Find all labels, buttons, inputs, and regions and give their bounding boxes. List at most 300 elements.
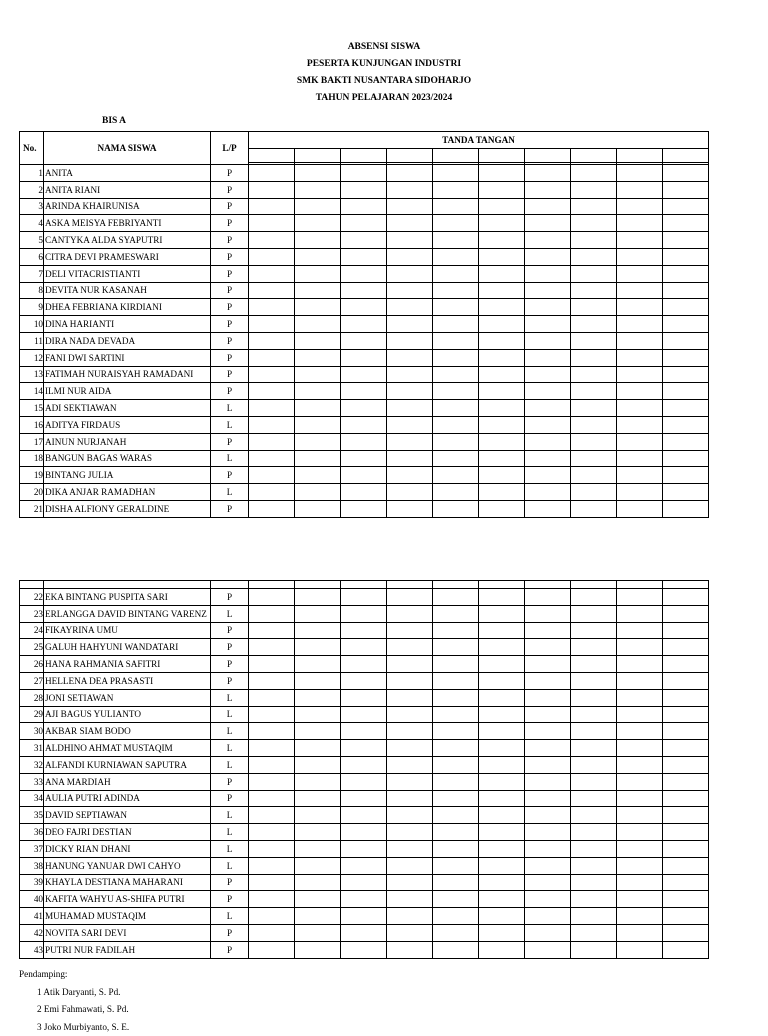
signature-cell[interactable] — [295, 689, 341, 706]
signature-cell[interactable] — [525, 433, 571, 450]
signature-cell[interactable] — [249, 622, 295, 639]
signature-cell[interactable] — [479, 874, 525, 891]
signature-cell[interactable] — [479, 840, 525, 857]
signature-cell[interactable] — [341, 265, 387, 282]
signature-cell[interactable] — [387, 840, 433, 857]
signature-cell[interactable] — [663, 416, 709, 433]
signature-cell[interactable] — [479, 366, 525, 383]
signature-cell[interactable] — [663, 656, 709, 673]
signature-cell[interactable] — [663, 366, 709, 383]
signature-cell[interactable] — [479, 484, 525, 501]
signature-cell[interactable] — [525, 416, 571, 433]
signature-cell[interactable] — [617, 941, 663, 958]
signature-cell[interactable] — [249, 383, 295, 400]
signature-cell[interactable] — [433, 605, 479, 622]
signature-cell[interactable] — [571, 924, 617, 941]
signature-cell[interactable] — [295, 181, 341, 198]
signature-cell[interactable] — [571, 639, 617, 656]
signature-cell[interactable] — [249, 215, 295, 232]
signature-cell[interactable] — [479, 265, 525, 282]
signature-cell[interactable] — [341, 349, 387, 366]
signature-cell[interactable] — [295, 165, 341, 182]
signature-cell[interactable] — [341, 299, 387, 316]
signature-cell[interactable] — [387, 689, 433, 706]
signature-cell[interactable] — [433, 416, 479, 433]
signature-cell[interactable] — [617, 656, 663, 673]
signature-cell[interactable] — [295, 840, 341, 857]
signature-cell[interactable] — [663, 840, 709, 857]
signature-cell[interactable] — [617, 316, 663, 333]
signature-cell[interactable] — [525, 400, 571, 417]
signature-cell[interactable] — [341, 282, 387, 299]
signature-cell[interactable] — [479, 232, 525, 249]
signature-cell[interactable] — [571, 824, 617, 841]
signature-cell[interactable] — [433, 332, 479, 349]
signature-cell[interactable] — [433, 484, 479, 501]
signature-cell[interactable] — [479, 433, 525, 450]
signature-cell[interactable] — [479, 181, 525, 198]
signature-cell[interactable] — [341, 857, 387, 874]
signature-cell[interactable] — [617, 181, 663, 198]
signature-cell[interactable] — [571, 790, 617, 807]
signature-cell[interactable] — [525, 740, 571, 757]
signature-cell[interactable] — [433, 349, 479, 366]
signature-cell[interactable] — [525, 215, 571, 232]
signature-cell[interactable] — [387, 366, 433, 383]
signature-cell[interactable] — [433, 500, 479, 517]
signature-cell[interactable] — [433, 689, 479, 706]
signature-cell[interactable] — [295, 656, 341, 673]
signature-cell[interactable] — [571, 891, 617, 908]
signature-cell[interactable] — [433, 706, 479, 723]
signature-cell[interactable] — [387, 924, 433, 941]
signature-cell[interactable] — [663, 265, 709, 282]
signature-cell[interactable] — [571, 366, 617, 383]
signature-cell[interactable] — [571, 484, 617, 501]
signature-cell[interactable] — [249, 924, 295, 941]
signature-cell[interactable] — [663, 433, 709, 450]
signature-cell[interactable] — [249, 773, 295, 790]
signature-cell[interactable] — [617, 840, 663, 857]
signature-cell[interactable] — [479, 383, 525, 400]
signature-cell[interactable] — [571, 941, 617, 958]
signature-cell[interactable] — [387, 500, 433, 517]
signature-cell[interactable] — [525, 198, 571, 215]
signature-cell[interactable] — [617, 605, 663, 622]
signature-cell[interactable] — [295, 332, 341, 349]
signature-cell[interactable] — [525, 181, 571, 198]
signature-cell[interactable] — [341, 383, 387, 400]
signature-cell[interactable] — [571, 672, 617, 689]
signature-cell[interactable] — [295, 622, 341, 639]
signature-cell[interactable] — [663, 467, 709, 484]
signature-cell[interactable] — [341, 908, 387, 925]
signature-cell[interactable] — [295, 723, 341, 740]
signature-cell[interactable] — [525, 265, 571, 282]
signature-cell[interactable] — [617, 299, 663, 316]
signature-cell[interactable] — [479, 857, 525, 874]
signature-cell[interactable] — [571, 622, 617, 639]
signature-cell[interactable] — [571, 689, 617, 706]
signature-cell[interactable] — [571, 706, 617, 723]
signature-cell[interactable] — [295, 639, 341, 656]
signature-cell[interactable] — [663, 908, 709, 925]
signature-cell[interactable] — [525, 689, 571, 706]
signature-cell[interactable] — [617, 232, 663, 249]
signature-cell[interactable] — [571, 723, 617, 740]
signature-cell[interactable] — [433, 941, 479, 958]
signature-cell[interactable] — [525, 622, 571, 639]
signature-cell[interactable] — [341, 941, 387, 958]
signature-cell[interactable] — [663, 857, 709, 874]
signature-cell[interactable] — [295, 773, 341, 790]
signature-cell[interactable] — [571, 433, 617, 450]
signature-cell[interactable] — [571, 500, 617, 517]
signature-cell[interactable] — [387, 484, 433, 501]
signature-cell[interactable] — [433, 589, 479, 606]
signature-cell[interactable] — [617, 706, 663, 723]
signature-cell[interactable] — [479, 908, 525, 925]
signature-cell[interactable] — [617, 383, 663, 400]
signature-cell[interactable] — [249, 198, 295, 215]
signature-cell[interactable] — [433, 840, 479, 857]
signature-cell[interactable] — [525, 790, 571, 807]
signature-cell[interactable] — [341, 605, 387, 622]
signature-cell[interactable] — [617, 248, 663, 265]
signature-cell[interactable] — [617, 672, 663, 689]
signature-cell[interactable] — [295, 450, 341, 467]
signature-cell[interactable] — [479, 672, 525, 689]
signature-cell[interactable] — [617, 366, 663, 383]
signature-cell[interactable] — [525, 383, 571, 400]
signature-cell[interactable] — [433, 400, 479, 417]
signature-cell[interactable] — [387, 299, 433, 316]
signature-cell[interactable] — [479, 450, 525, 467]
signature-cell[interactable] — [341, 840, 387, 857]
signature-cell[interactable] — [617, 467, 663, 484]
signature-cell[interactable] — [341, 316, 387, 333]
signature-cell[interactable] — [249, 756, 295, 773]
signature-cell[interactable] — [571, 807, 617, 824]
signature-cell[interactable] — [663, 316, 709, 333]
signature-cell[interactable] — [387, 740, 433, 757]
signature-cell[interactable] — [295, 790, 341, 807]
signature-cell[interactable] — [295, 605, 341, 622]
signature-cell[interactable] — [433, 924, 479, 941]
signature-cell[interactable] — [479, 891, 525, 908]
signature-cell[interactable] — [617, 215, 663, 232]
signature-cell[interactable] — [617, 723, 663, 740]
signature-cell[interactable] — [249, 908, 295, 925]
signature-cell[interactable] — [525, 248, 571, 265]
signature-cell[interactable] — [617, 740, 663, 757]
signature-cell[interactable] — [295, 400, 341, 417]
signature-cell[interactable] — [249, 689, 295, 706]
signature-cell[interactable] — [387, 400, 433, 417]
signature-cell[interactable] — [525, 656, 571, 673]
signature-cell[interactable] — [525, 639, 571, 656]
signature-cell[interactable] — [525, 840, 571, 857]
signature-cell[interactable] — [617, 790, 663, 807]
signature-cell[interactable] — [617, 484, 663, 501]
signature-cell[interactable] — [525, 672, 571, 689]
signature-cell[interactable] — [571, 198, 617, 215]
signature-cell[interactable] — [341, 467, 387, 484]
signature-cell[interactable] — [617, 400, 663, 417]
signature-cell[interactable] — [249, 232, 295, 249]
signature-cell[interactable] — [249, 672, 295, 689]
signature-cell[interactable] — [295, 349, 341, 366]
signature-cell[interactable] — [479, 756, 525, 773]
signature-cell[interactable] — [479, 248, 525, 265]
signature-cell[interactable] — [341, 366, 387, 383]
signature-cell[interactable] — [341, 874, 387, 891]
signature-cell[interactable] — [387, 332, 433, 349]
signature-cell[interactable] — [387, 198, 433, 215]
signature-cell[interactable] — [617, 433, 663, 450]
signature-cell[interactable] — [663, 790, 709, 807]
signature-cell[interactable] — [295, 299, 341, 316]
signature-cell[interactable] — [663, 165, 709, 182]
signature-cell[interactable] — [387, 467, 433, 484]
signature-cell[interactable] — [617, 198, 663, 215]
signature-cell[interactable] — [433, 282, 479, 299]
signature-cell[interactable] — [479, 349, 525, 366]
signature-cell[interactable] — [663, 198, 709, 215]
signature-cell[interactable] — [479, 773, 525, 790]
signature-cell[interactable] — [295, 924, 341, 941]
signature-cell[interactable] — [249, 316, 295, 333]
signature-cell[interactable] — [617, 282, 663, 299]
signature-cell[interactable] — [387, 723, 433, 740]
signature-cell[interactable] — [525, 773, 571, 790]
signature-cell[interactable] — [433, 450, 479, 467]
signature-cell[interactable] — [479, 316, 525, 333]
signature-cell[interactable] — [571, 332, 617, 349]
signature-cell[interactable] — [387, 265, 433, 282]
signature-cell[interactable] — [433, 891, 479, 908]
signature-cell[interactable] — [295, 807, 341, 824]
signature-cell[interactable] — [663, 756, 709, 773]
signature-cell[interactable] — [479, 467, 525, 484]
signature-cell[interactable] — [249, 656, 295, 673]
signature-cell[interactable] — [295, 215, 341, 232]
signature-cell[interactable] — [479, 639, 525, 656]
signature-cell[interactable] — [663, 874, 709, 891]
signature-cell[interactable] — [433, 824, 479, 841]
signature-cell[interactable] — [295, 941, 341, 958]
signature-cell[interactable] — [295, 433, 341, 450]
signature-cell[interactable] — [249, 605, 295, 622]
signature-cell[interactable] — [295, 416, 341, 433]
signature-cell[interactable] — [663, 924, 709, 941]
signature-cell[interactable] — [295, 857, 341, 874]
signature-cell[interactable] — [433, 366, 479, 383]
signature-cell[interactable] — [295, 232, 341, 249]
signature-cell[interactable] — [341, 181, 387, 198]
signature-cell[interactable] — [479, 622, 525, 639]
signature-cell[interactable] — [617, 857, 663, 874]
signature-cell[interactable] — [663, 500, 709, 517]
signature-cell[interactable] — [249, 484, 295, 501]
signature-cell[interactable] — [663, 807, 709, 824]
signature-cell[interactable] — [387, 756, 433, 773]
signature-cell[interactable] — [571, 265, 617, 282]
signature-cell[interactable] — [525, 467, 571, 484]
signature-cell[interactable] — [341, 891, 387, 908]
signature-cell[interactable] — [663, 248, 709, 265]
signature-cell[interactable] — [525, 824, 571, 841]
signature-cell[interactable] — [341, 756, 387, 773]
signature-cell[interactable] — [525, 332, 571, 349]
signature-cell[interactable] — [663, 891, 709, 908]
signature-cell[interactable] — [663, 383, 709, 400]
signature-cell[interactable] — [295, 484, 341, 501]
signature-cell[interactable] — [387, 232, 433, 249]
signature-cell[interactable] — [479, 589, 525, 606]
signature-cell[interactable] — [295, 248, 341, 265]
signature-cell[interactable] — [387, 706, 433, 723]
signature-cell[interactable] — [249, 589, 295, 606]
signature-cell[interactable] — [479, 824, 525, 841]
signature-cell[interactable] — [341, 622, 387, 639]
signature-cell[interactable] — [571, 215, 617, 232]
signature-cell[interactable] — [617, 924, 663, 941]
signature-cell[interactable] — [249, 248, 295, 265]
signature-cell[interactable] — [617, 265, 663, 282]
signature-cell[interactable] — [433, 790, 479, 807]
signature-cell[interactable] — [479, 790, 525, 807]
signature-cell[interactable] — [249, 265, 295, 282]
signature-cell[interactable] — [249, 874, 295, 891]
signature-cell[interactable] — [663, 941, 709, 958]
signature-cell[interactable] — [341, 824, 387, 841]
signature-cell[interactable] — [295, 756, 341, 773]
signature-cell[interactable] — [433, 232, 479, 249]
signature-cell[interactable] — [341, 232, 387, 249]
signature-cell[interactable] — [249, 824, 295, 841]
signature-cell[interactable] — [249, 639, 295, 656]
signature-cell[interactable] — [341, 165, 387, 182]
signature-cell[interactable] — [295, 500, 341, 517]
signature-cell[interactable] — [295, 908, 341, 925]
signature-cell[interactable] — [433, 874, 479, 891]
signature-cell[interactable] — [295, 740, 341, 757]
signature-cell[interactable] — [479, 706, 525, 723]
signature-cell[interactable] — [387, 807, 433, 824]
signature-cell[interactable] — [387, 639, 433, 656]
signature-cell[interactable] — [295, 589, 341, 606]
signature-cell[interactable] — [525, 349, 571, 366]
signature-cell[interactable] — [341, 500, 387, 517]
signature-cell[interactable] — [249, 857, 295, 874]
signature-cell[interactable] — [479, 941, 525, 958]
signature-cell[interactable] — [433, 773, 479, 790]
signature-cell[interactable] — [433, 165, 479, 182]
signature-cell[interactable] — [295, 467, 341, 484]
signature-cell[interactable] — [663, 400, 709, 417]
signature-cell[interactable] — [571, 248, 617, 265]
signature-cell[interactable] — [479, 723, 525, 740]
signature-cell[interactable] — [571, 656, 617, 673]
signature-cell[interactable] — [433, 622, 479, 639]
signature-cell[interactable] — [249, 807, 295, 824]
signature-cell[interactable] — [571, 400, 617, 417]
signature-cell[interactable] — [663, 589, 709, 606]
signature-cell[interactable] — [479, 332, 525, 349]
signature-cell[interactable] — [433, 316, 479, 333]
signature-cell[interactable] — [341, 416, 387, 433]
signature-cell[interactable] — [525, 874, 571, 891]
signature-cell[interactable] — [571, 840, 617, 857]
signature-cell[interactable] — [479, 500, 525, 517]
signature-cell[interactable] — [663, 282, 709, 299]
signature-cell[interactable] — [387, 908, 433, 925]
signature-cell[interactable] — [663, 639, 709, 656]
signature-cell[interactable] — [433, 383, 479, 400]
signature-cell[interactable] — [249, 282, 295, 299]
signature-cell[interactable] — [249, 165, 295, 182]
signature-cell[interactable] — [663, 450, 709, 467]
signature-cell[interactable] — [341, 656, 387, 673]
signature-cell[interactable] — [571, 165, 617, 182]
signature-cell[interactable] — [341, 248, 387, 265]
signature-cell[interactable] — [663, 740, 709, 757]
signature-cell[interactable] — [479, 740, 525, 757]
signature-cell[interactable] — [387, 589, 433, 606]
signature-cell[interactable] — [571, 349, 617, 366]
signature-cell[interactable] — [479, 807, 525, 824]
signature-cell[interactable] — [617, 622, 663, 639]
signature-cell[interactable] — [571, 773, 617, 790]
signature-cell[interactable] — [249, 740, 295, 757]
signature-cell[interactable] — [433, 740, 479, 757]
signature-cell[interactable] — [341, 723, 387, 740]
signature-cell[interactable] — [387, 874, 433, 891]
signature-cell[interactable] — [249, 891, 295, 908]
signature-cell[interactable] — [525, 165, 571, 182]
signature-cell[interactable] — [571, 874, 617, 891]
signature-cell[interactable] — [663, 689, 709, 706]
signature-cell[interactable] — [433, 908, 479, 925]
signature-cell[interactable] — [387, 605, 433, 622]
signature-cell[interactable] — [433, 215, 479, 232]
signature-cell[interactable] — [617, 332, 663, 349]
signature-cell[interactable] — [387, 773, 433, 790]
signature-cell[interactable] — [341, 400, 387, 417]
signature-cell[interactable] — [387, 891, 433, 908]
signature-cell[interactable] — [617, 689, 663, 706]
signature-cell[interactable] — [249, 723, 295, 740]
signature-cell[interactable] — [387, 181, 433, 198]
signature-cell[interactable] — [525, 605, 571, 622]
signature-cell[interactable] — [249, 349, 295, 366]
signature-cell[interactable] — [525, 232, 571, 249]
signature-cell[interactable] — [341, 215, 387, 232]
signature-cell[interactable] — [249, 706, 295, 723]
signature-cell[interactable] — [571, 756, 617, 773]
signature-cell[interactable] — [249, 181, 295, 198]
signature-cell[interactable] — [525, 316, 571, 333]
signature-cell[interactable] — [479, 924, 525, 941]
signature-cell[interactable] — [387, 416, 433, 433]
signature-cell[interactable] — [295, 891, 341, 908]
signature-cell[interactable] — [433, 723, 479, 740]
signature-cell[interactable] — [295, 824, 341, 841]
signature-cell[interactable] — [571, 857, 617, 874]
signature-cell[interactable] — [525, 706, 571, 723]
signature-cell[interactable] — [479, 165, 525, 182]
